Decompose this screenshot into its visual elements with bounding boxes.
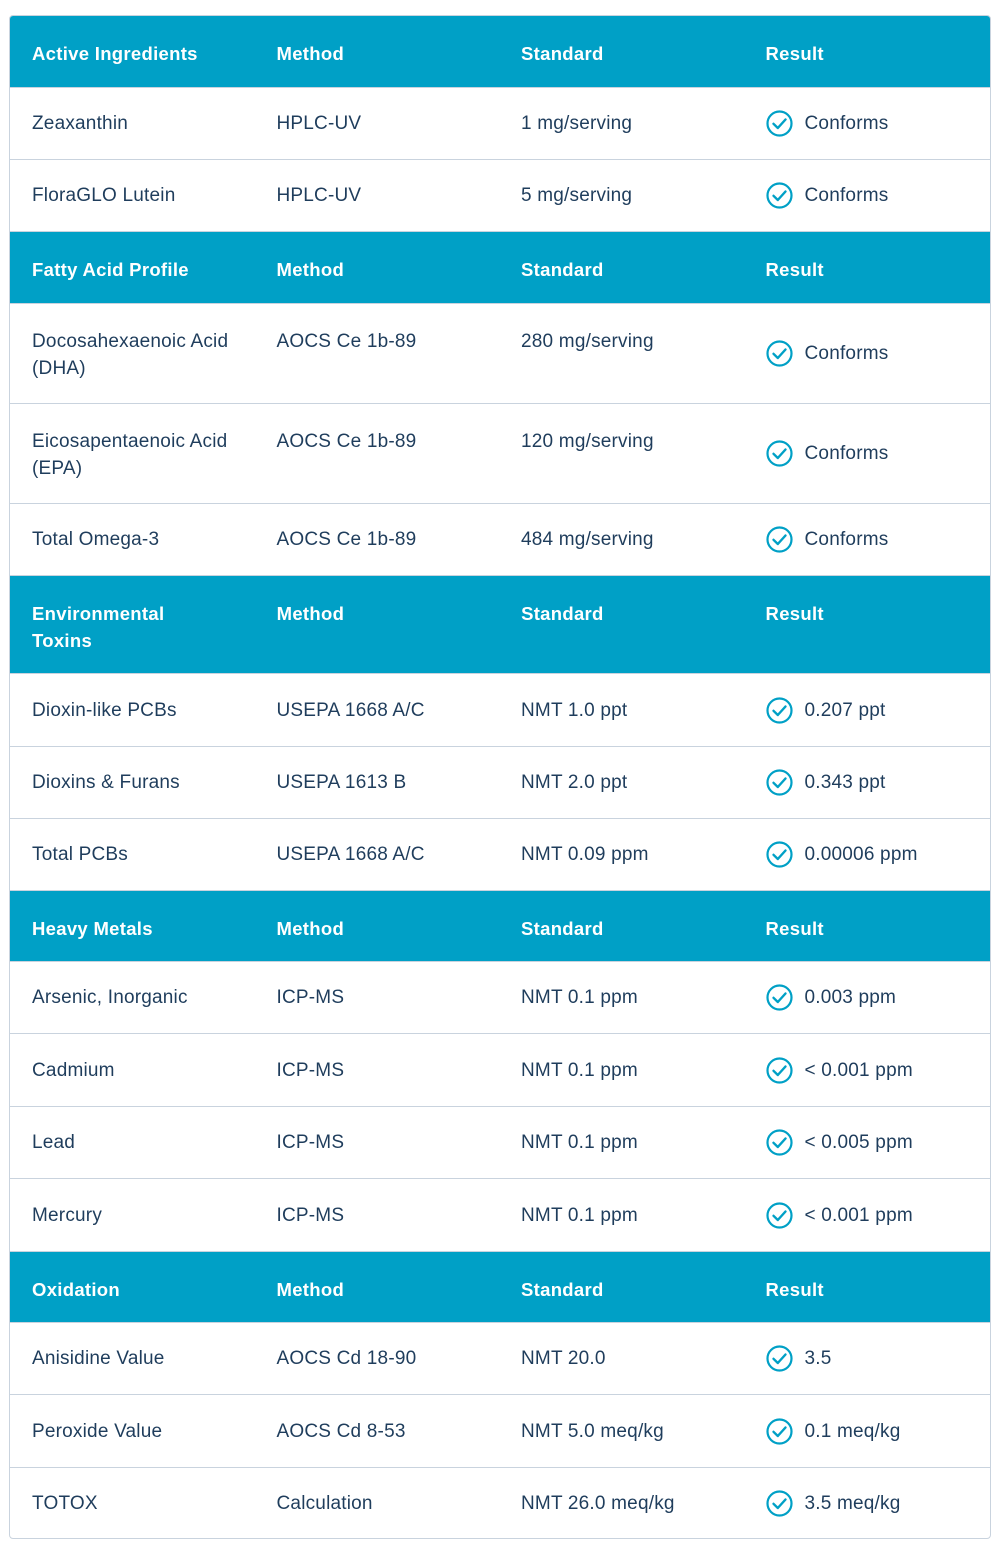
row-name: Cadmium — [32, 1059, 115, 1081]
row-standard: 120 mg/serving — [521, 431, 654, 452]
row-result — [744, 1129, 991, 1156]
check-circle-icon — [766, 1057, 793, 1084]
row-result-value: 0.343 ppt — [804, 772, 886, 793]
row-method: USEPA 1668 A/C — [276, 699, 425, 721]
row-result — [744, 984, 991, 1011]
check-circle-icon — [766, 1202, 793, 1229]
section-header-heavy-metals — [10, 890, 990, 961]
section-header-active-ingredients — [10, 16, 990, 87]
table-row — [10, 1033, 990, 1106]
check-circle-icon — [766, 984, 793, 1011]
row-result-value: 0.00006 ppm — [804, 844, 918, 865]
check-circle-icon — [766, 1129, 793, 1156]
row-method: USEPA 1668 A/C — [276, 844, 425, 865]
section-header-oxidation — [10, 1251, 990, 1322]
row-result — [744, 1345, 991, 1372]
row-result — [744, 440, 990, 467]
row-method: ICP-MS — [276, 1059, 345, 1081]
table-row — [10, 961, 990, 1033]
row-name: Docosahexaenoic Acid (DHA) — [32, 331, 229, 379]
table-row — [10, 303, 990, 403]
header-standard: Standard — [521, 603, 604, 624]
row-method: AOCS Ce 1b-89 — [276, 529, 417, 550]
header-result: Result — [765, 1279, 824, 1300]
header-standard: Standard — [521, 1279, 604, 1300]
check-circle-icon — [766, 769, 793, 796]
row-name: Dioxins & Furans — [32, 772, 180, 793]
row-result — [744, 1490, 991, 1517]
check-circle-icon — [766, 182, 793, 209]
row-name: Total Omega-3 — [32, 529, 160, 550]
row-standard: 280 mg/serving — [521, 331, 654, 352]
row-result — [744, 182, 991, 209]
row-result-value: Conforms — [804, 343, 889, 364]
row-name: Total PCBs — [32, 844, 128, 865]
header-category: Heavy Metals — [32, 918, 153, 939]
row-result — [744, 1418, 991, 1445]
header-result: Result — [765, 918, 824, 939]
header-category: Active Ingredients — [32, 43, 198, 64]
row-result — [744, 1057, 991, 1084]
table-row — [10, 1178, 990, 1251]
check-circle-icon — [766, 1418, 793, 1445]
row-name: Mercury — [32, 1204, 103, 1226]
row-standard: NMT 20.0 — [521, 1348, 606, 1369]
row-method: Calculation — [276, 1492, 373, 1514]
row-result-value: 3.5 meq/kg — [804, 1492, 901, 1514]
table-row — [10, 1394, 990, 1467]
row-standard: 484 mg/serving — [521, 529, 654, 550]
row-method: HPLC-UV — [276, 113, 362, 134]
table-row — [10, 1106, 990, 1178]
row-result-value: < 0.001 ppm — [804, 1204, 913, 1226]
header-result: Result — [765, 603, 824, 624]
row-result-value: 0.207 ppt — [804, 699, 886, 721]
header-method: Method — [276, 1279, 345, 1300]
row-result-value: 3.5 — [804, 1348, 832, 1369]
row-result-value: Conforms — [804, 529, 889, 550]
header-method: Method — [276, 259, 345, 280]
row-method: AOCS Ce 1b-89 — [276, 431, 417, 452]
header-standard: Standard — [521, 918, 604, 939]
table-row — [10, 818, 990, 890]
row-standard: NMT 5.0 meq/kg — [521, 1420, 664, 1442]
row-name: Lead — [32, 1132, 76, 1153]
row-result-value: 0.1 meq/kg — [804, 1420, 901, 1442]
row-method: ICP-MS — [276, 1204, 345, 1226]
row-result — [744, 697, 991, 724]
table-row — [10, 503, 990, 575]
row-standard: 1 mg/serving — [521, 113, 633, 134]
header-result: Result — [765, 43, 824, 64]
row-result-value: Conforms — [804, 185, 889, 206]
row-method: ICP-MS — [276, 1132, 345, 1153]
table-row — [10, 746, 990, 818]
row-result — [744, 526, 991, 553]
check-circle-icon — [766, 841, 793, 868]
row-result-value: < 0.001 ppm — [804, 1059, 913, 1081]
check-circle-icon — [766, 110, 793, 137]
row-result-value: 0.003 ppm — [804, 987, 897, 1008]
check-circle-icon — [766, 526, 793, 553]
header-category: Environmental Toxins — [32, 603, 165, 651]
check-circle-icon — [766, 1490, 793, 1517]
header-result: Result — [765, 259, 824, 280]
row-result — [744, 841, 991, 868]
row-result — [744, 1202, 991, 1229]
row-standard: 5 mg/serving — [521, 185, 633, 206]
row-method: AOCS Cd 18-90 — [276, 1348, 417, 1369]
table-row — [10, 87, 990, 159]
row-name: Peroxide Value — [32, 1420, 163, 1442]
row-name: Zeaxanthin — [32, 113, 129, 134]
row-result-value: < 0.005 ppm — [804, 1132, 913, 1153]
row-name: Dioxin-like PCBs — [32, 699, 177, 721]
row-standard: NMT 0.09 ppm — [521, 844, 649, 865]
row-standard: NMT 0.1 ppm — [521, 1059, 638, 1081]
check-circle-icon — [766, 697, 793, 724]
row-result — [744, 340, 990, 367]
row-standard: NMT 0.1 ppm — [521, 1132, 638, 1153]
row-name: Arsenic, Inorganic — [32, 987, 188, 1008]
row-standard: NMT 1.0 ppt — [521, 699, 628, 721]
row-name: Eicosapentaenoic Acid (EPA) — [32, 431, 228, 479]
row-result — [744, 769, 991, 796]
row-method: HPLC-UV — [276, 185, 362, 206]
table-row — [10, 1322, 990, 1394]
row-method: AOCS Ce 1b-89 — [276, 331, 417, 352]
row-name: Anisidine Value — [32, 1348, 165, 1369]
row-standard: NMT 0.1 ppm — [521, 987, 638, 1008]
table-row — [10, 1467, 990, 1538]
row-result-value: Conforms — [804, 113, 889, 134]
header-standard: Standard — [521, 43, 604, 64]
table-row — [10, 159, 990, 231]
row-standard: NMT 2.0 ppt — [521, 772, 628, 793]
row-method: AOCS Cd 8-53 — [276, 1420, 406, 1442]
section-header-environmental-toxins — [10, 575, 990, 673]
row-standard: NMT 26.0 meq/kg — [521, 1492, 675, 1514]
row-standard: NMT 0.1 ppm — [521, 1204, 638, 1226]
header-category: Oxidation — [32, 1279, 121, 1300]
table-row — [10, 673, 990, 746]
check-circle-icon — [766, 340, 793, 367]
results-table — [9, 15, 991, 1539]
header-method: Method — [276, 603, 345, 624]
row-result-value: Conforms — [804, 443, 889, 464]
row-name: FloraGLO Lutein — [32, 185, 176, 206]
header-method: Method — [276, 43, 345, 64]
header-standard: Standard — [521, 259, 604, 280]
table-row — [10, 403, 990, 503]
row-result — [744, 110, 991, 137]
row-method: USEPA 1613 B — [276, 772, 407, 793]
check-circle-icon — [766, 1345, 793, 1372]
header-method: Method — [276, 918, 345, 939]
header-category: Fatty Acid Profile — [32, 259, 189, 280]
row-name: TOTOX — [32, 1492, 98, 1514]
check-circle-icon — [766, 440, 793, 467]
row-method: ICP-MS — [276, 987, 345, 1008]
section-header-fatty-acid-profile — [10, 231, 990, 303]
